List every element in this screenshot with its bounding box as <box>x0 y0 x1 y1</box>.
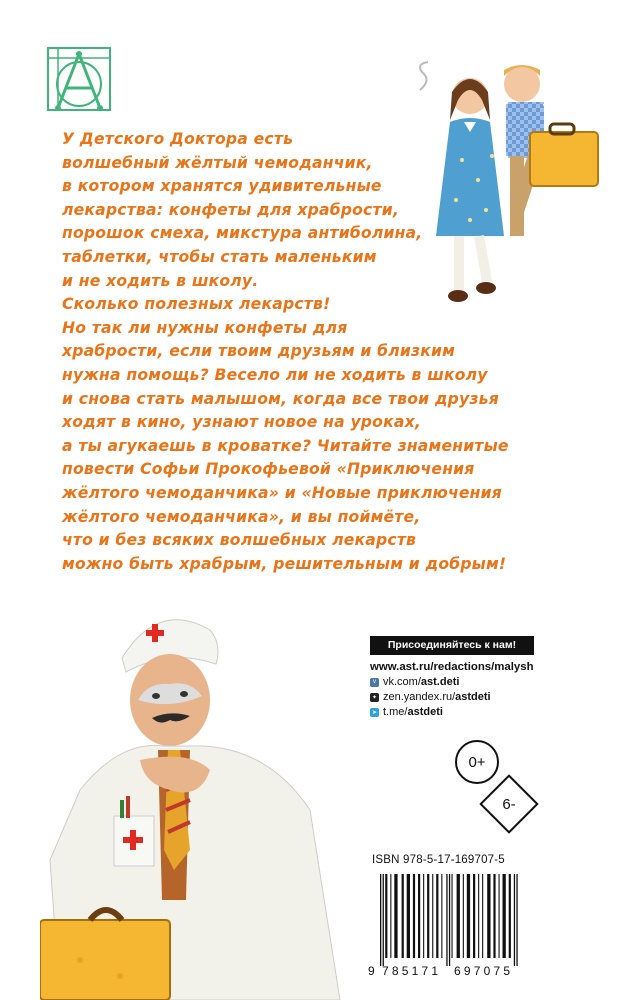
description-line: Сколько полезных лекарств! <box>62 295 331 314</box>
barcode-bar <box>516 874 517 966</box>
barcode-bar <box>407 874 410 958</box>
age-rating-diamond <box>482 777 536 831</box>
telegram-link[interactable] <box>370 706 534 718</box>
isbn-label: ISBN 978-5-17-169707-5 <box>372 854 505 866</box>
telegram-prefix: t.me/ <box>383 706 408 718</box>
vk-link[interactable] <box>370 676 534 688</box>
description-line: в котором хранятся удивительные <box>62 177 382 196</box>
barcode-bars <box>380 874 518 966</box>
description-line: лекарства: конфеты для храбрости, <box>62 200 399 219</box>
description-line: волшебный жёлтый чемоданчик, <box>62 153 373 172</box>
description-line: а ты агукаешь в кроватке? Читайте знаменитые <box>62 436 509 455</box>
zen-link[interactable] <box>370 691 534 703</box>
book-description <box>62 128 562 576</box>
description-line: жёлтого чемоданчика» и «Новые приключения <box>62 483 502 502</box>
description-line: ходят в кино, узнают новое на уроках, <box>62 413 421 432</box>
barcode-bar <box>427 874 429 958</box>
description-line: храбрости, если твоим друзьям и близким <box>62 342 456 361</box>
description-line: таблетки, чтобы стать маленьким <box>62 247 377 266</box>
barcode-bar <box>383 874 384 966</box>
website-link[interactable]: www.ast.ru/redactions/malysh <box>370 661 534 673</box>
barcode-bar <box>423 874 424 958</box>
description-line: что и без всяких волшебных лекарств <box>62 531 417 550</box>
barcode-bar <box>394 874 397 958</box>
barcode-bar <box>385 874 387 958</box>
barcode-bar <box>452 874 453 958</box>
barcode-bar <box>418 874 420 958</box>
barcode-bar <box>478 874 479 958</box>
vk-prefix: vk.com/ <box>383 676 421 688</box>
description-line: и не ходить в школу. <box>62 271 259 290</box>
barcode-digits-left: 785171 <box>382 964 442 978</box>
barcode-bar <box>482 874 483 958</box>
barcode-bar <box>436 874 438 958</box>
barcode <box>366 872 530 978</box>
description-line: можно быть храбрым, решительным и добрым! <box>62 554 507 573</box>
barcode-digits-right: 697075 <box>454 964 514 978</box>
vk-handle: ast.deti <box>420 676 460 688</box>
description-line: нужна помощь? Весело ли не ходить в школу <box>62 365 488 384</box>
publisher-logo <box>46 46 112 112</box>
barcode-bar <box>413 874 415 958</box>
description-line: повести Софьи Прокофьевой «Приключения <box>62 460 475 479</box>
barcode-bar <box>380 874 381 966</box>
zen-icon: ✦ <box>371 694 378 701</box>
barcode-bar <box>487 874 490 958</box>
barcode-bar <box>509 874 511 958</box>
age-rating-circle: 0+ <box>455 740 499 784</box>
barcode-bar <box>473 874 475 958</box>
description-line: и снова стать малышом, когда все твои друзья <box>62 389 499 408</box>
barcode-bar <box>402 874 404 958</box>
barcode-bar <box>493 874 495 958</box>
vk-icon: v <box>370 678 379 687</box>
social-links <box>370 636 534 718</box>
description-line: жёлтого чемоданчика», и вы поймёте, <box>62 507 421 526</box>
join-us-banner: Присоединяйтесь к нам! <box>370 636 534 655</box>
barcode-bar <box>446 874 447 966</box>
barcode-bar <box>463 874 464 958</box>
barcode-bar <box>449 874 450 966</box>
zen-handle: astdeti <box>455 691 491 703</box>
zen-prefix: zen.yandex.ru/ <box>383 691 456 703</box>
description-line: У Детского Доктора есть <box>62 130 294 148</box>
barcode-bar <box>457 874 460 958</box>
telegram-icon: ➤ <box>371 709 378 716</box>
barcode-bar <box>390 874 391 958</box>
age-rating-diamond-label: 6- <box>502 795 516 813</box>
doctor-illustration <box>40 600 370 1000</box>
barcode-first-digit: 9 <box>368 964 375 978</box>
barcode-bar <box>503 874 506 958</box>
barcode-bar <box>441 874 442 958</box>
description-line: Но так ли нужны конфеты для <box>62 318 348 337</box>
telegram-handle: astdeti <box>407 706 443 718</box>
description-line: порошок смеха, микстура антиболина, <box>62 224 423 243</box>
barcode-bar <box>467 874 470 958</box>
barcode-bar <box>514 874 515 966</box>
barcode-bar <box>432 874 433 958</box>
barcode-bar <box>499 874 500 958</box>
